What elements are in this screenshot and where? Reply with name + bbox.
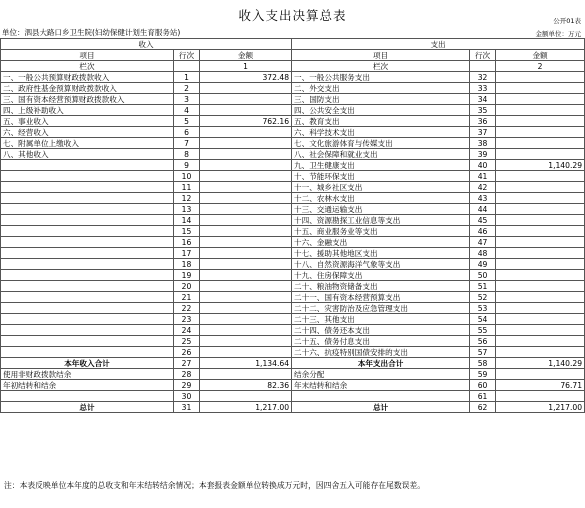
expense-line-cell: 52 [470, 292, 496, 303]
expense-amount-cell [496, 105, 585, 116]
income-line-cell: 12 [174, 193, 200, 204]
expense-item-header: 项目 [292, 50, 470, 61]
income-line-cell: 23 [174, 314, 200, 325]
expense-line-cell: 59 [470, 369, 496, 380]
income-item-cell: 二、政府性基金预算财政拨款收入 [1, 83, 174, 94]
income-item-cell [1, 204, 174, 215]
income-item-cell: 四、上级补助收入 [1, 105, 174, 116]
expense-item-cell: 十八、自然资源海洋气象等支出 [292, 259, 470, 270]
expense-line-cell: 35 [470, 105, 496, 116]
income-line-cell: 29 [174, 380, 200, 391]
income-line-cell: 10 [174, 171, 200, 182]
expense-line-cell: 34 [470, 94, 496, 105]
income-amount-cell [200, 270, 292, 281]
expense-item-cell: 十、节能环保支出 [292, 171, 470, 182]
income-line-cell: 2 [174, 83, 200, 94]
expense-line-cell: 44 [470, 204, 496, 215]
expense-col-number: 2 [496, 61, 585, 72]
expense-section-header: 支出 [292, 39, 585, 50]
income-item-cell [1, 171, 174, 182]
income-line-cell: 16 [174, 237, 200, 248]
expense-amount-cell [496, 116, 585, 127]
income-section-header: 收入 [1, 39, 292, 50]
expense-amount-cell [496, 314, 585, 325]
expense-line-cell: 37 [470, 127, 496, 138]
expense-line-header: 行次 [470, 50, 496, 61]
income-item-cell [1, 325, 174, 336]
table-row [1, 193, 585, 204]
income-line-cell: 25 [174, 336, 200, 347]
expense-amount-cell [496, 127, 585, 138]
expense-item-cell: 六、科学技术支出 [292, 127, 470, 138]
expense-line-cell: 56 [470, 336, 496, 347]
income-amount-cell [200, 182, 292, 193]
header-row-sections [1, 39, 585, 50]
income-item-cell [1, 215, 174, 226]
expense-amount-cell [496, 391, 585, 402]
income-item-cell [1, 193, 174, 204]
table-row [1, 215, 585, 226]
expense-item-cell: 二十三、其他支出 [292, 314, 470, 325]
expense-line-cell: 36 [470, 116, 496, 127]
expense-item-cell: 本年支出合计 [292, 358, 470, 369]
table-row [1, 402, 585, 413]
income-line-cell: 7 [174, 138, 200, 149]
income-line-cell: 24 [174, 325, 200, 336]
table-row [1, 259, 585, 270]
income-amount-cell [200, 204, 292, 215]
income-line-cell: 19 [174, 270, 200, 281]
expense-line-cell: 49 [470, 259, 496, 270]
expense-item-cell: 二十、粮油物资储备支出 [292, 281, 470, 292]
expense-amount-cell [496, 72, 585, 83]
expense-item-cell: 四、公共安全支出 [292, 105, 470, 116]
income-amount-cell [200, 281, 292, 292]
expense-amount-cell [496, 303, 585, 314]
income-amount-cell [200, 248, 292, 259]
income-item-cell: 一、一般公共预算财政拨款收入 [1, 72, 174, 83]
table-row [1, 237, 585, 248]
income-amount-cell [200, 149, 292, 160]
income-line-cell: 21 [174, 292, 200, 303]
income-amount-cell [200, 127, 292, 138]
income-item-cell [1, 160, 174, 171]
expense-amount-header: 金额 [496, 50, 585, 61]
header-row-column-labels [1, 61, 585, 72]
expense-item-cell: 结余分配 [292, 369, 470, 380]
expense-item-cell: 总计 [292, 402, 470, 413]
table-row [1, 149, 585, 160]
income-item-cell [1, 259, 174, 270]
expense-line-cell: 62 [470, 402, 496, 413]
expense-amount-cell [496, 292, 585, 303]
income-amount-cell: 1,134.64 [200, 358, 292, 369]
income-amount-header: 金额 [200, 50, 292, 61]
income-item-cell [1, 314, 174, 325]
table-row [1, 314, 585, 325]
expense-amount-cell [496, 259, 585, 270]
income-item-cell: 七、附属单位上缴收入 [1, 138, 174, 149]
expense-item-cell: 十二、农林水支出 [292, 193, 470, 204]
income-line-cell: 15 [174, 226, 200, 237]
income-line-cell: 1 [174, 72, 200, 83]
table-row [1, 281, 585, 292]
expense-line-cell: 58 [470, 358, 496, 369]
expense-line-cell: 53 [470, 303, 496, 314]
income-line-cell: 22 [174, 303, 200, 314]
income-item-cell [1, 226, 174, 237]
table-row [1, 204, 585, 215]
expense-amount-cell: 1,140.29 [496, 160, 585, 171]
expense-amount-cell [496, 171, 585, 182]
expense-item-cell: 十三、交通运输支出 [292, 204, 470, 215]
table-row [1, 248, 585, 259]
income-amount-cell: 762.16 [200, 116, 292, 127]
expense-amount-cell [496, 215, 585, 226]
income-item-cell [1, 270, 174, 281]
income-amount-cell [200, 105, 292, 116]
income-amount-cell [200, 237, 292, 248]
income-amount-cell [200, 336, 292, 347]
expense-line-cell: 43 [470, 193, 496, 204]
income-item-cell: 三、国有资本经营预算财政拨款收入 [1, 94, 174, 105]
income-line-cell: 28 [174, 369, 200, 380]
table-code: 公开01表 [553, 17, 581, 25]
income-amount-cell [200, 259, 292, 270]
income-column-label: 栏次 [1, 61, 174, 72]
income-line-cell: 27 [174, 358, 200, 369]
income-amount-cell [200, 226, 292, 237]
income-amount-cell [200, 83, 292, 94]
expense-item-cell: 七、文化旅游体育与传媒支出 [292, 138, 470, 149]
income-line-blank [174, 61, 200, 72]
expense-line-cell: 38 [470, 138, 496, 149]
expense-amount-cell [496, 182, 585, 193]
expense-item-cell: 一、一般公共服务支出 [292, 72, 470, 83]
money-unit: 金额单位：万元 [535, 30, 581, 38]
reporting-unit: 单位：泗县大路口乡卫生院(妇幼保健计划生育服务站) [2, 28, 181, 37]
income-item-header: 项目 [1, 50, 174, 61]
expense-item-cell: 九、卫生健康支出 [292, 160, 470, 171]
income-item-cell [1, 182, 174, 193]
expense-item-cell: 十六、金融支出 [292, 237, 470, 248]
expense-line-cell: 41 [470, 171, 496, 182]
income-col-number: 1 [200, 61, 292, 72]
income-item-cell: 六、经营收入 [1, 127, 174, 138]
expense-item-cell: 二十五、债务付息支出 [292, 336, 470, 347]
income-line-cell: 11 [174, 182, 200, 193]
income-amount-cell [200, 369, 292, 380]
income-amount-cell [200, 215, 292, 226]
expense-item-cell: 十七、援助其他地区支出 [292, 248, 470, 259]
expense-item-cell [292, 391, 470, 402]
expense-item-cell: 十五、商业服务业等支出 [292, 226, 470, 237]
income-amount-cell [200, 347, 292, 358]
expense-column-label: 栏次 [292, 61, 470, 72]
expense-amount-cell [496, 204, 585, 215]
table-row [1, 358, 585, 369]
table-row [1, 369, 585, 380]
expense-amount-cell [496, 138, 585, 149]
income-item-cell [1, 248, 174, 259]
table-row [1, 138, 585, 149]
table-row [1, 105, 585, 116]
income-item-cell [1, 303, 174, 314]
expense-line-cell: 55 [470, 325, 496, 336]
expense-line-cell: 40 [470, 160, 496, 171]
income-item-cell [1, 391, 174, 402]
expense-amount-cell: 76.71 [496, 380, 585, 391]
income-line-cell: 30 [174, 391, 200, 402]
income-item-cell [1, 281, 174, 292]
table-row [1, 347, 585, 358]
expense-line-cell: 61 [470, 391, 496, 402]
income-line-cell: 31 [174, 402, 200, 413]
expense-amount-cell [496, 226, 585, 237]
income-line-cell: 20 [174, 281, 200, 292]
table-row [1, 226, 585, 237]
expense-item-cell: 八、社会保障和就业支出 [292, 149, 470, 160]
expense-line-cell: 32 [470, 72, 496, 83]
income-line-cell: 9 [174, 160, 200, 171]
expense-item-cell: 二十二、灾害防治及应急管理支出 [292, 303, 470, 314]
income-item-cell: 总计 [1, 402, 174, 413]
income-item-cell: 八、其他收入 [1, 149, 174, 160]
expense-line-cell: 46 [470, 226, 496, 237]
income-item-cell: 年初结转和结余 [1, 380, 174, 391]
expense-line-cell: 47 [470, 237, 496, 248]
expense-line-cell: 39 [470, 149, 496, 160]
expense-line-cell: 50 [470, 270, 496, 281]
expense-amount-cell [496, 94, 585, 105]
table-row [1, 391, 585, 402]
expense-amount-cell [496, 193, 585, 204]
expense-amount-cell [496, 347, 585, 358]
expense-amount-cell [496, 83, 585, 94]
income-line-header: 行次 [174, 50, 200, 61]
expense-line-cell: 33 [470, 83, 496, 94]
expense-amount-cell [496, 248, 585, 259]
expense-item-cell: 五、教育支出 [292, 116, 470, 127]
expense-item-cell: 十一、城乡社区支出 [292, 182, 470, 193]
table-row [1, 160, 585, 171]
expense-line-cell: 57 [470, 347, 496, 358]
income-amount-cell [200, 160, 292, 171]
expense-amount-cell [496, 281, 585, 292]
income-line-cell: 26 [174, 347, 200, 358]
income-expense-table [0, 38, 585, 413]
expense-amount-cell [496, 237, 585, 248]
income-amount-cell: 82.36 [200, 380, 292, 391]
income-line-cell: 3 [174, 94, 200, 105]
expense-item-cell: 二十四、债务还本支出 [292, 325, 470, 336]
income-amount-cell: 372.48 [200, 72, 292, 83]
income-amount-cell [200, 94, 292, 105]
footnote: 注：本表反映单位本年度的总收支和年末结转结余情况；本套报表金额单位转换成万元时，因四舍五入可能存在尾数误差。 [4, 481, 426, 490]
expense-line-cell: 42 [470, 182, 496, 193]
expense-line-cell: 48 [470, 248, 496, 259]
table-row [1, 182, 585, 193]
expense-line-cell: 45 [470, 215, 496, 226]
expense-item-cell: 年末结转和结余 [292, 380, 470, 391]
expense-amount-cell [496, 336, 585, 347]
table-row [1, 325, 585, 336]
income-amount-cell [200, 171, 292, 182]
income-line-cell: 14 [174, 215, 200, 226]
expense-item-cell: 十四、资源勘探工业信息等支出 [292, 215, 470, 226]
expense-amount-cell [496, 270, 585, 281]
table-row [1, 270, 585, 281]
expense-amount-cell: 1,140.29 [496, 358, 585, 369]
income-item-cell [1, 347, 174, 358]
table-row [1, 380, 585, 391]
income-item-cell: 五、事业收入 [1, 116, 174, 127]
income-line-cell: 18 [174, 259, 200, 270]
expense-item-cell: 二十六、抗疫特别国债安排的支出 [292, 347, 470, 358]
expense-amount-cell [496, 369, 585, 380]
expense-item-cell: 二十一、国有资本经营预算支出 [292, 292, 470, 303]
table-row [1, 94, 585, 105]
income-line-cell: 17 [174, 248, 200, 259]
income-line-cell: 4 [174, 105, 200, 116]
income-amount-cell [200, 303, 292, 314]
table-row [1, 72, 585, 83]
income-amount-cell [200, 138, 292, 149]
income-item-cell: 使用非财政拨款结余 [1, 369, 174, 380]
expense-amount-cell [496, 325, 585, 336]
income-amount-cell [200, 193, 292, 204]
expense-line-cell: 60 [470, 380, 496, 391]
income-amount-cell: 1,217.00 [200, 402, 292, 413]
table-row [1, 303, 585, 314]
income-item-cell [1, 336, 174, 347]
income-item-cell [1, 237, 174, 248]
expense-line-blank [470, 61, 496, 72]
income-amount-cell [200, 314, 292, 325]
expense-item-cell: 二、外交支出 [292, 83, 470, 94]
table-body [1, 39, 585, 413]
table-row [1, 336, 585, 347]
table-row [1, 127, 585, 138]
report-title: 收入支出决算总表 [238, 8, 347, 23]
expense-item-cell: 三、国防支出 [292, 94, 470, 105]
table-row [1, 83, 585, 94]
expense-item-cell: 十九、住房保障支出 [292, 270, 470, 281]
income-item-cell: 本年收入合计 [1, 358, 174, 369]
table-row [1, 292, 585, 303]
income-line-cell: 13 [174, 204, 200, 215]
income-amount-cell [200, 325, 292, 336]
header-row-columns [1, 50, 585, 61]
income-amount-cell [200, 292, 292, 303]
expense-amount-cell [496, 149, 585, 160]
expense-amount-cell: 1,217.00 [496, 402, 585, 413]
income-line-cell: 8 [174, 149, 200, 160]
income-line-cell: 5 [174, 116, 200, 127]
income-amount-cell [200, 391, 292, 402]
table-row [1, 171, 585, 182]
income-item-cell [1, 292, 174, 303]
table-row [1, 116, 585, 127]
expense-line-cell: 54 [470, 314, 496, 325]
expense-line-cell: 51 [470, 281, 496, 292]
income-line-cell: 6 [174, 127, 200, 138]
